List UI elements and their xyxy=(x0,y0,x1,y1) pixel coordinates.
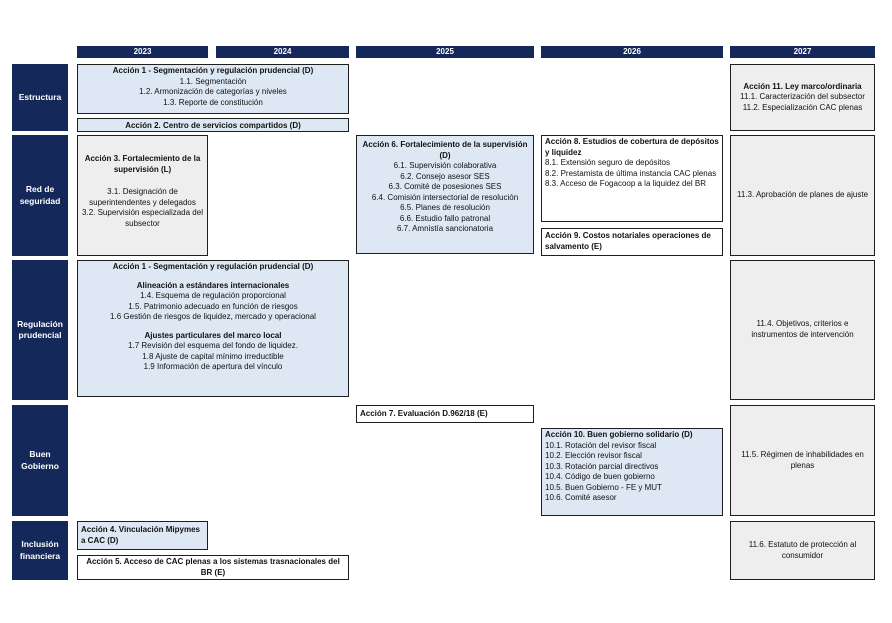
action-item: 10.1. Rotación del revisor fiscal xyxy=(545,440,657,450)
action-11-box xyxy=(730,64,875,131)
action-item: 6.3. Comité de posesiones SES xyxy=(388,182,502,192)
action-item: 6.6. Estudio fallo patronal xyxy=(399,213,491,223)
action-item: 1.9 Información de apertura del vínculo xyxy=(143,362,283,372)
action-6-title: Acción 6. Fortalecimiento de la supervisión (D) xyxy=(362,140,528,160)
year-header-2024: 2024 xyxy=(216,46,349,58)
action-3-title: Acción 3. Fortalecmiento de la supervisión (L) xyxy=(84,154,201,174)
action-item: 6.7. Amnistía sancionatoria xyxy=(396,224,494,234)
subheading-ajustes: Ajustes particulares del marco local xyxy=(144,330,282,340)
action-item: 1.8 Ajuste de capital mínimo irreductible xyxy=(142,351,284,361)
year-header-2027: 2027 xyxy=(730,46,875,58)
action-4-title: Acción 4. Vinculación Mipymes a CAC (D) xyxy=(81,524,200,545)
action-item: 6.2. Consejo asesor SES xyxy=(400,171,490,181)
action-10-title: Acción 10. Buen gobierno solidario (D) xyxy=(545,430,693,439)
action-1-reg-title: Acción 1 - Segmentación y regulación prudencial (D) xyxy=(112,262,314,271)
year-header-2023: 2023 xyxy=(77,46,208,58)
row-header-red-de-seguridad: Red de seguridad xyxy=(12,135,68,256)
action-5-box xyxy=(77,555,349,580)
action-2-title: Acción 2. Centro de servicios compartidos (D) xyxy=(125,121,301,130)
item-11-6: 11.6. Estatuto de protección al consumidor xyxy=(748,539,857,560)
action-item: 10.6. Comité asesor xyxy=(545,493,617,503)
action-7-title: Acción 7. Evaluación D.962/18 (E) xyxy=(360,408,488,418)
item-11-4-box xyxy=(730,260,875,400)
row-header-estructura: Estructura xyxy=(12,64,68,131)
action-11-title: Acción 11. Ley marco/ordinaria xyxy=(743,81,862,91)
action-1-title: Acción 1 - Segmentación y regulación prudencial (D) xyxy=(112,66,314,75)
action-item: 6.1. Supervisión colaborativa xyxy=(393,161,497,171)
action-item: 3.1. Designación de superintendentes y delegados xyxy=(89,187,196,207)
action-item: 6.5. Planes de resolución xyxy=(400,203,490,213)
action-2-box xyxy=(77,118,349,132)
year-header-2026: 2026 xyxy=(541,46,723,58)
action-3-box xyxy=(77,135,208,256)
action-item: 3.2. Supervisión especializada del subsector xyxy=(82,208,203,228)
action-item: 1.1. Segmentación xyxy=(179,76,247,86)
action-10-box xyxy=(541,428,723,516)
action-1-regulacion-box xyxy=(77,260,349,397)
action-item: 8.1. Extensión seguro de depósitos xyxy=(545,158,670,168)
action-item: 6.4. Comisión intersectorial de resolución xyxy=(371,192,519,202)
action-item: 11.2. Especialización CAC plenas xyxy=(742,102,863,112)
action-5-title: Acción 5. Acceso de CAC plenas a los sistemas trasnacionales del BR (E) xyxy=(86,556,340,577)
action-item: 8.3. Acceso de Fogacoop a la liquidez del BR xyxy=(545,179,706,189)
action-item: 1.2. Armonización de categorías y niveles xyxy=(139,87,287,97)
item-11-5: 11.5. Régimen de inhabilidades en plenas xyxy=(741,449,864,470)
action-9-title: Acción 9. Costos notariales operaciones de salvamento (E) xyxy=(545,231,711,251)
action-item: 1.4. Esquema de regulación proporcional xyxy=(140,291,286,301)
row-header-inclusion-financiera: Inclusión financiera xyxy=(12,521,68,580)
item-11-4: 11.4. Objetivos, criterios e instrumentos de intervención xyxy=(751,319,854,339)
action-item: 1.3. Reporte de constitución xyxy=(163,97,263,107)
action-9-box xyxy=(541,228,723,256)
action-item: 11.1. Caracterización del subsector xyxy=(740,92,865,102)
row-header-regulacion-prudencial: Regulación prudencial xyxy=(12,260,68,400)
year-header-2025: 2025 xyxy=(356,46,534,58)
action-item: 1.7 Revisión del esquema del fondo de liquidez. xyxy=(128,341,298,351)
action-8-box xyxy=(541,135,723,222)
action-1-segmentacion-box xyxy=(77,64,349,114)
item-11-3: 11.3. Aprobación de planes de ajuste xyxy=(736,190,869,200)
action-item: 10.4. Código de buen gobierno xyxy=(545,472,655,482)
action-item: 10.3. Rotación parcial directivos xyxy=(545,461,659,471)
row-header-buen-gobierno: Buen Gobierno xyxy=(12,405,68,516)
item-11-3-box xyxy=(730,135,875,256)
action-item: 10.5. Buen Gobierno - FE y MUT xyxy=(545,482,662,492)
subheading-alineacion: Alineación a estándares internacionales xyxy=(136,280,290,290)
item-11-6-box xyxy=(730,521,875,580)
action-item: 10.2. Elección revisor fiscal xyxy=(545,451,642,461)
action-7-box xyxy=(356,405,534,423)
action-item: 8.2. Prestamista de última instancia CAC plenas xyxy=(545,168,717,178)
action-4-box xyxy=(77,521,208,550)
action-item: 1.5. Patrimonio adecuado en función de riesgos xyxy=(128,301,298,311)
item-11-5-box xyxy=(730,405,875,516)
action-6-box xyxy=(356,135,534,254)
action-item: 1.6 Gestión de riesgos de liquidez, mercado y operacional xyxy=(110,312,316,322)
action-8-title: Acción 8. Estudios de cobertura de depósitos y liquidez xyxy=(545,137,719,157)
